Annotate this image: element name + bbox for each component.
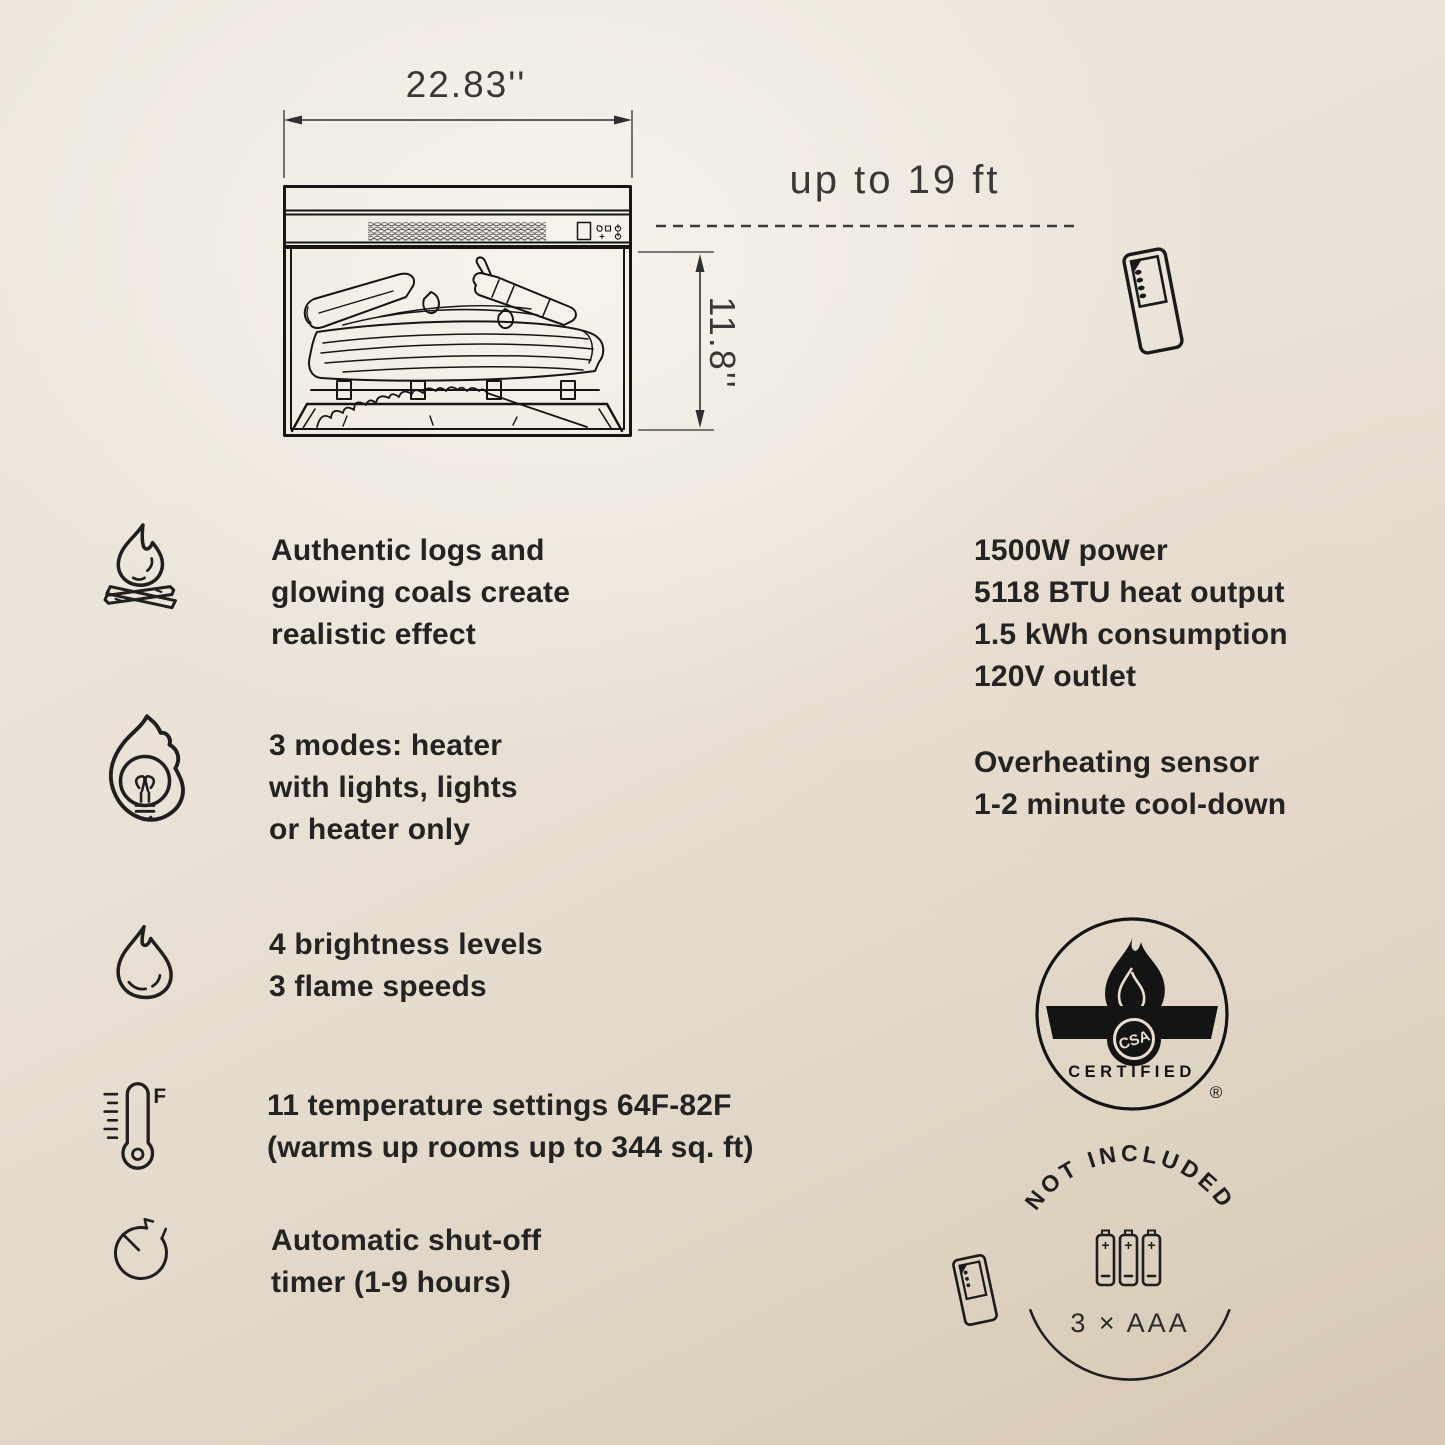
svg-text:+: + xyxy=(1124,1237,1133,1253)
safety-specs xyxy=(974,742,1286,826)
csa-monogram: CSA xyxy=(1116,1027,1153,1054)
aaa-battery-icon xyxy=(1143,1231,1160,1286)
feature-line: (warms up rooms up to 344 sq. ft) xyxy=(267,1131,754,1164)
spec-line: 120V outlet xyxy=(974,660,1137,693)
feature-line: realistic effect xyxy=(271,618,476,651)
width-dimension-label: 22.83'' xyxy=(405,64,527,105)
not-included-badge xyxy=(930,1140,1270,1400)
height-dimension-label: 11.8'' xyxy=(702,296,743,390)
registered-trademark-icon: ® xyxy=(1209,1083,1223,1102)
arrow-right-icon xyxy=(614,116,632,125)
feature-brightness xyxy=(269,924,543,1008)
feature-line: Authentic logs and xyxy=(271,534,545,567)
svg-text:+: + xyxy=(1147,1237,1156,1253)
csa-certified-label: CERTIFIED xyxy=(1068,1063,1196,1081)
csa-certified-badge xyxy=(1032,914,1232,1120)
heater-vent xyxy=(368,222,546,241)
height-dimension-line xyxy=(638,252,714,430)
arrow-down-icon xyxy=(696,410,705,428)
thermometer-icon xyxy=(96,1080,176,1178)
feature-line: with lights, lights xyxy=(269,771,518,804)
control-panel xyxy=(578,223,621,240)
spec-line: 1.5 kWh consumption xyxy=(974,618,1288,651)
log-set-drawing xyxy=(305,257,604,380)
remote-control-icon xyxy=(1123,248,1183,354)
feature-line: 11 temperature settings 64F-82F xyxy=(267,1089,732,1122)
width-dimension-line xyxy=(284,110,632,178)
spec-line: 5118 BTU heat output xyxy=(974,576,1285,609)
battery-quantity-label: 3 × AAA xyxy=(1070,1308,1190,1338)
feature-realistic-effect xyxy=(271,530,570,656)
spec-line: 1-2 minute cool-down xyxy=(974,788,1287,821)
feature-line: 3 flame speeds xyxy=(269,970,487,1003)
feature-line: 4 brightness levels xyxy=(269,928,543,961)
flame-icon xyxy=(102,916,186,1018)
ember-tray-drawing xyxy=(292,387,622,431)
aaa-battery-icon xyxy=(1097,1231,1114,1286)
remote-control-small-icon xyxy=(952,1254,997,1325)
feature-line: 3 modes: heater xyxy=(269,729,503,762)
power-specs xyxy=(974,530,1288,698)
feature-line: timer (1-9 hours) xyxy=(271,1266,512,1299)
feature-modes xyxy=(269,725,518,851)
battery-icons xyxy=(1097,1231,1160,1286)
log-base-brackets xyxy=(311,381,599,399)
fireplace-insert-drawing xyxy=(285,187,631,436)
spec-line: Overheating sensor xyxy=(974,746,1260,779)
fahrenheit-label: F xyxy=(153,1084,167,1108)
campfire-icon xyxy=(98,516,186,622)
aaa-battery-icon xyxy=(1120,1231,1137,1286)
dimension-drawing xyxy=(0,0,1445,470)
svg-text:+: + xyxy=(1101,1237,1110,1253)
timer-icon xyxy=(102,1210,180,1290)
svg-text:NOT INCLUDED xyxy=(1019,1140,1240,1215)
feature-timer xyxy=(271,1220,541,1304)
spec-line: 1500W power xyxy=(974,534,1168,567)
not-included-label: NOT INCLUDED xyxy=(1019,1140,1241,1215)
remote-range-label: up to 19 ft xyxy=(789,158,1001,202)
feature-line: Automatic shut-off xyxy=(271,1224,542,1257)
feature-line: or heater only xyxy=(269,813,471,846)
feature-line: glowing coals create xyxy=(271,576,571,609)
flame-bulb-icon xyxy=(96,710,194,848)
arrow-left-icon xyxy=(284,116,302,125)
feature-temperature xyxy=(267,1085,754,1169)
arrow-up-icon xyxy=(696,254,705,272)
